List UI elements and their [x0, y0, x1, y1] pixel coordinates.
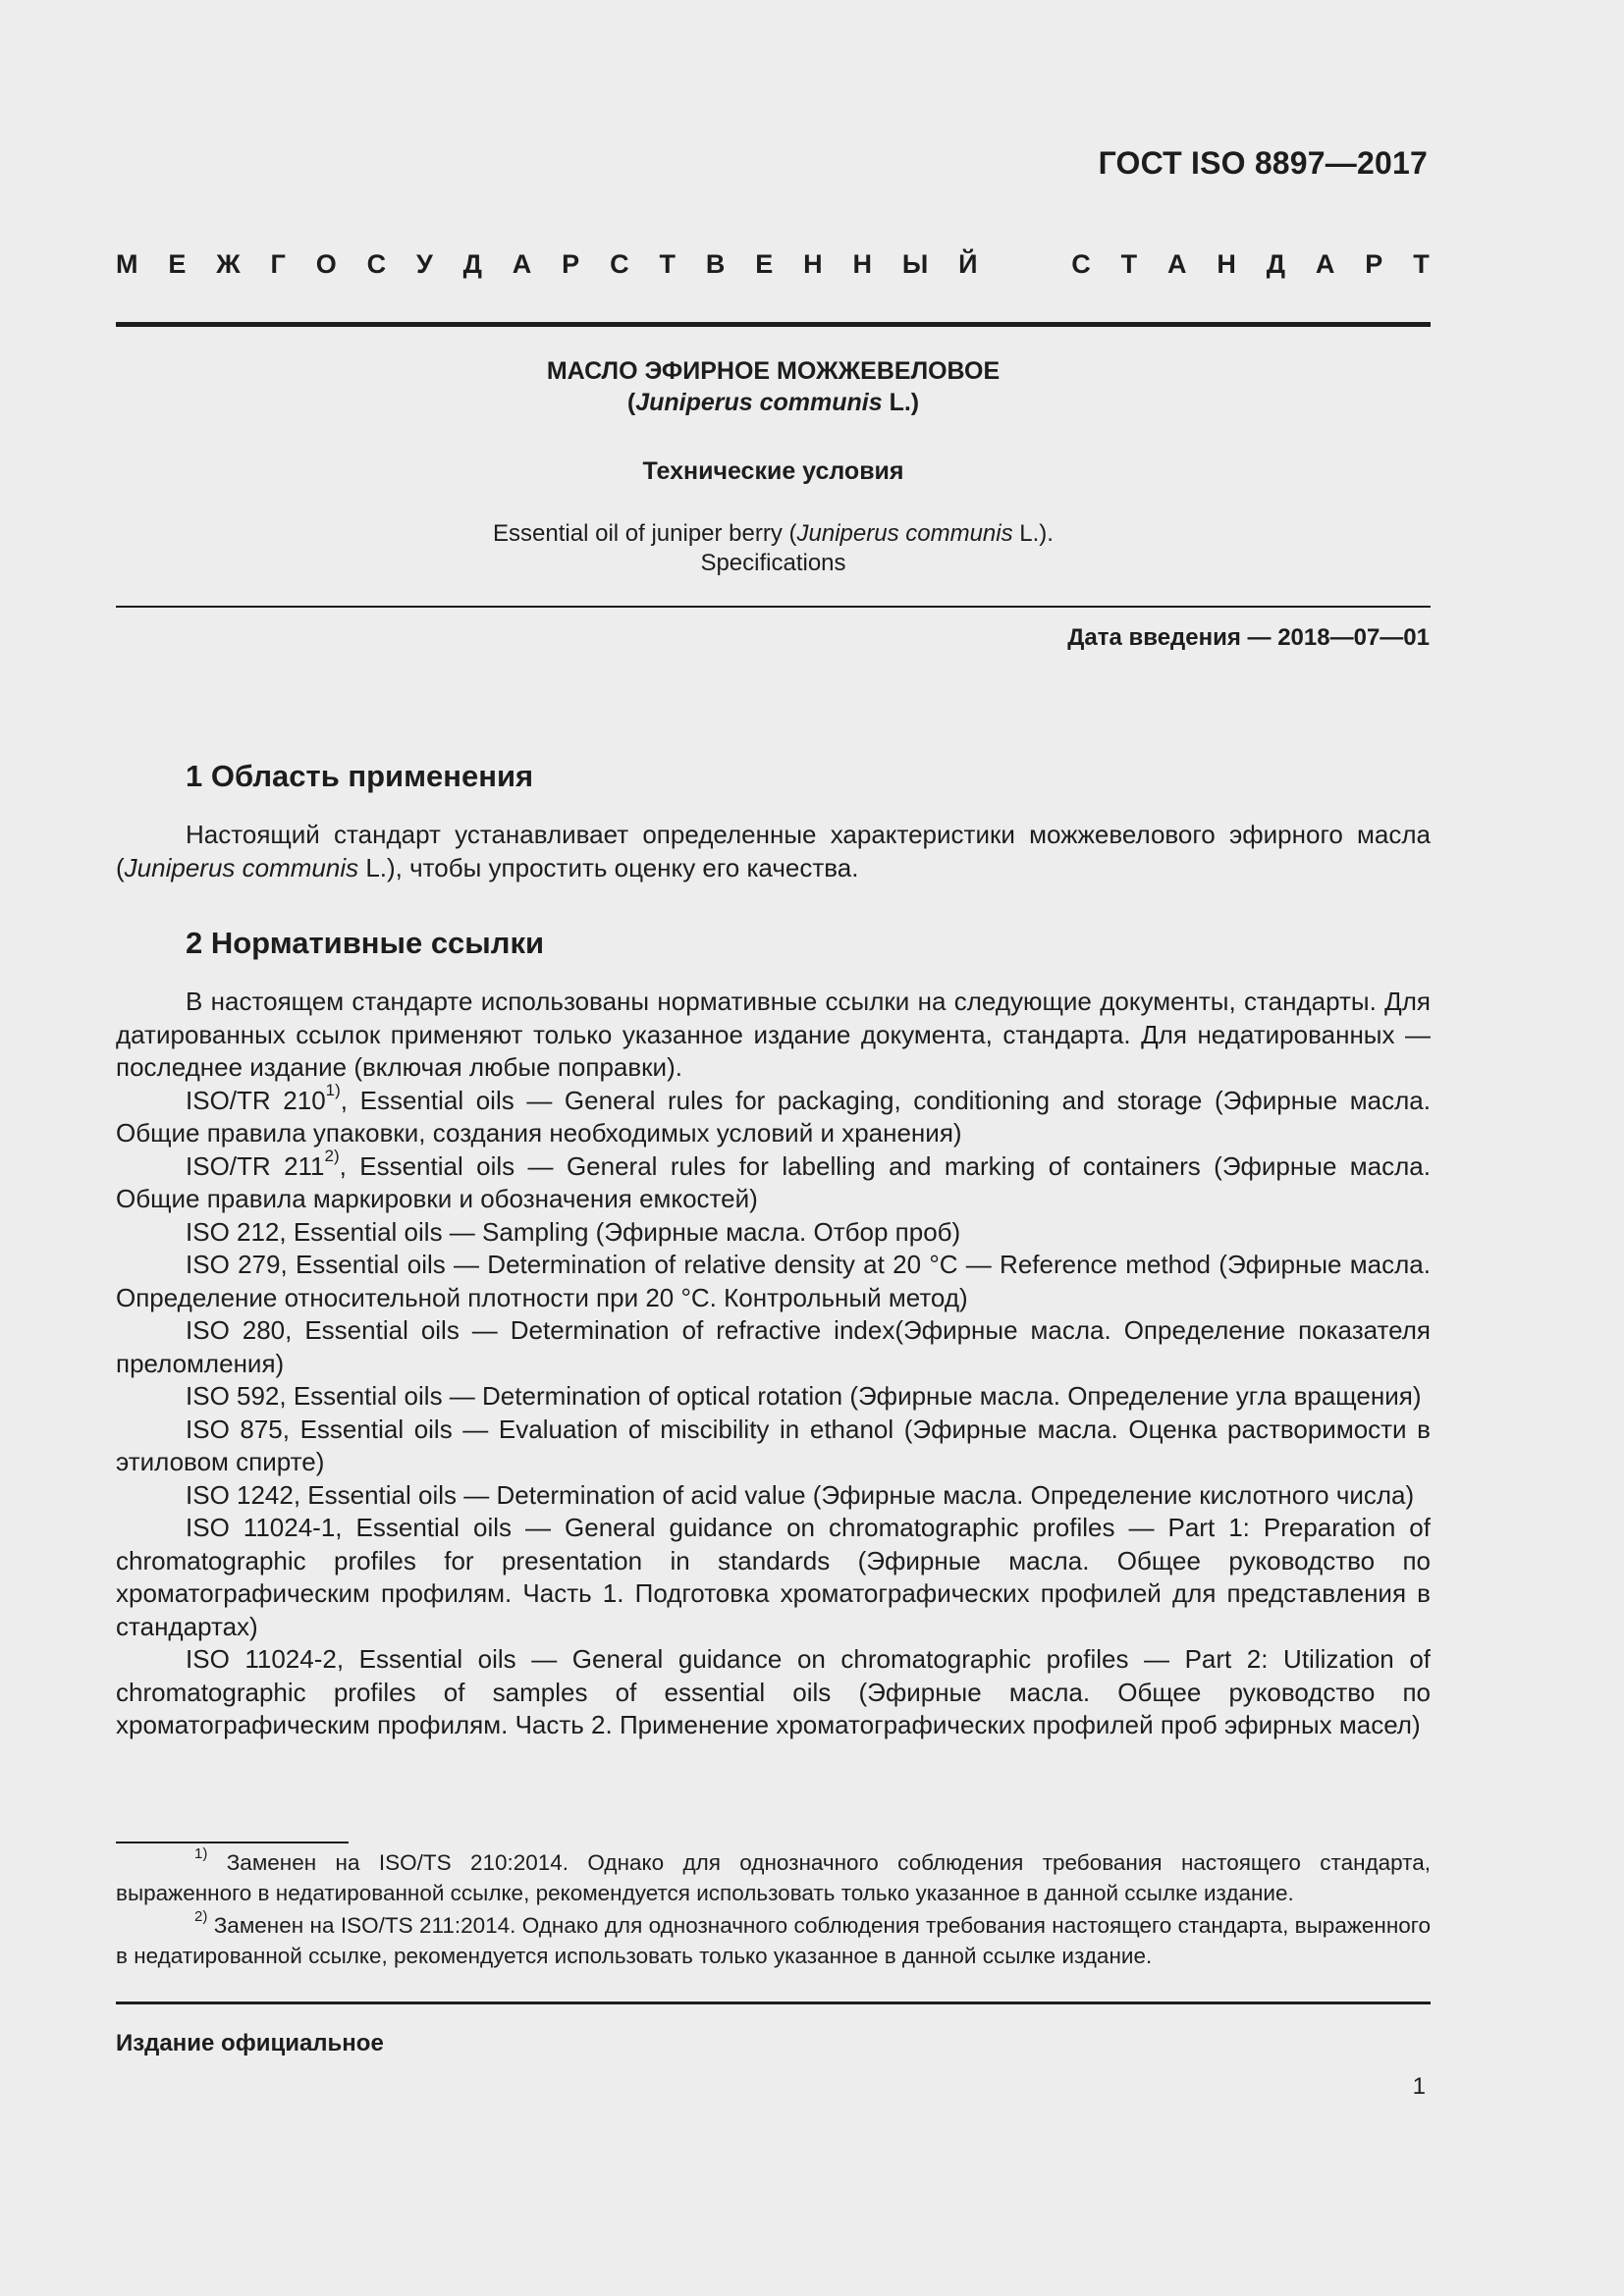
- section-1-heading: 1 Область применения: [186, 759, 534, 793]
- interstate-letter: Й: [958, 249, 978, 279]
- interstate-letter: Ж: [216, 249, 241, 279]
- title-english: Essential oil of juniper berry (Juniperus communis L.).: [493, 520, 1054, 547]
- interstate-letter: А: [1167, 249, 1187, 279]
- interstate-letter: Н: [803, 249, 823, 279]
- footnote-ref-1[interactable]: 1): [325, 1080, 341, 1099]
- interstate-letter: С: [366, 249, 387, 279]
- section-2-heading: 2 Нормативные ссылки: [186, 926, 545, 960]
- interstate-standard-heading: [116, 249, 1430, 280]
- reference-item: ISO 11024-2, Essential oils — General guidance on chromatographic profiles — Part 2: Utilization of chromatographic profiles of samples of essential oils (Эфирные масла. Общее руководство по хроматографическим профилям. Часть 2. Применение хроматографических профилей проб эфирных масел): [116, 1644, 1431, 1739]
- interstate-letter: М: [116, 249, 138, 279]
- official-edition-label: Издание официальное: [116, 2030, 384, 2056]
- reference-item: ISO 11024-1, Essential oils — General guidance on chromatographic profiles — Part 1: Preparation of chromatographic profiles for presentation in standards (Эфирные масла. Общее руководство по хроматографическим профилям. Часть 1. Подготовка хроматографических профилей для представления в стандартах): [116, 1513, 1431, 1641]
- interstate-letter: Д: [462, 249, 482, 279]
- title-subtitle: Технические условия: [642, 457, 904, 485]
- reference-item: ISO 279, Essential oils — Determination of relative density at 20 °C — Reference method (Эфирные масла. Определение относительной плотности при 20 °C. Контрольный метод): [116, 1250, 1431, 1312]
- reference-item: ISO/TR 211$^{2)}$, Essential oils — General rules for labelling and marking of containers (Эфирные масла. Общие правила маркировки и обозначения емкостей): [116, 1146, 1431, 1213]
- title-divider: [116, 606, 1431, 608]
- reference-item: ISO/TR 210$^{1)}$, Essential oils — General rules for packaging, conditioning and storage (Эфирные масла. Общие правила упаковки, создания необходимых условий и хранения): [116, 1080, 1431, 1148]
- interstate-letter: Е: [168, 249, 187, 279]
- page-number: 1: [1412, 2073, 1426, 2100]
- footer-divider: [116, 2002, 1431, 2004]
- interstate-letter: Ы: [901, 249, 929, 279]
- interstate-letter: О: [315, 249, 337, 279]
- reference-item: ISO 1242, Essential oils — Determination of acid value (Эфирные масла. Определение кислотного числа): [186, 1479, 1415, 1510]
- introduction-date: Дата введения — 2018—07—01: [1067, 624, 1430, 651]
- footnotes: [116, 1844, 1431, 1973]
- interstate-letter: Д: [1266, 249, 1286, 279]
- interstate-letter: Т: [1120, 249, 1138, 279]
- title-russian: МАСЛО ЭФИРНОЕ МОЖЖЕВЕЛОВОЕ: [546, 357, 1001, 385]
- section-2-body: [116, 986, 1431, 1742]
- interstate-letter: Н: [1217, 249, 1236, 279]
- footnote-separator: [116, 1842, 349, 1843]
- reference-item: ISO 875, Essential oils — Evaluation of miscibility in ethanol (Эфирные масла. Оценка растворимости в этиловом спирте): [116, 1414, 1431, 1476]
- document-number: ГОСТ ISO 8897—2017: [1098, 145, 1428, 181]
- interstate-letter: Т: [659, 249, 676, 279]
- word-gap: [1007, 249, 1041, 280]
- reference-item: ISO 592, Essential oils — Determination of optical rotation (Эфирные масла. Определение угла вращения): [186, 1381, 1422, 1411]
- interstate-letter: Н: [852, 249, 872, 279]
- interstate-letter: Р: [1365, 249, 1383, 279]
- interstate-letter: С: [610, 249, 629, 279]
- interstate-letter: У: [416, 249, 433, 279]
- reference-item: ISO 280, Essential oils — Determination of refractive index(Эфирные масла. Определение показателя преломления): [116, 1315, 1431, 1378]
- interstate-letter: В: [705, 249, 726, 279]
- title-latin-name: (Juniperus communis L.): [626, 389, 920, 416]
- header-divider: [116, 322, 1431, 327]
- interstate-letter: С: [1071, 249, 1091, 279]
- footnote-ref-2[interactable]: 2): [324, 1146, 340, 1165]
- interstate-letter: Е: [755, 249, 774, 279]
- title-english-specifications: Specifications: [700, 550, 846, 576]
- section-1-body: Настоящий стандарт устанавливает определенные характеристики можжевелового эфирного масла (Juniperus communis L.), чтобы упростить оценку его качества.: [116, 820, 1431, 882]
- reference-item: ISO 212, Essential oils — Sampling (Эфирные масла. Отбор проб): [186, 1216, 961, 1247]
- references-intro: В настоящем стандарте использованы нормативные ссылки на следующие документы, стандарты. Для датированных ссылок применяют только указанное издание документа, стандарта. Для недатированных — последнее издание (включая любые поправки).: [116, 987, 1431, 1082]
- footnote-2: $^{2)}$ Заменен на ISO/TS 211:2014. Однако для однозначного соблюдения требования настоящего стандарта, выраженного в недатированной ссылке, рекомендуется использовать только указанное в данной ссылке издание.: [116, 1907, 1431, 1968]
- interstate-letter: Т: [1413, 249, 1430, 279]
- footnote-1: $^{1)}$ Заменен на ISO/TS 210:2014. Однако для однозначного соблюдения требования настоящего стандарта, выраженного в недатированной ссылке, рекомендуется использовать только указанное в данной ссылке издание.: [116, 1844, 1431, 1905]
- interstate-letter: Г: [270, 249, 286, 279]
- interstate-letter: Р: [562, 249, 580, 279]
- interstate-letter: А: [1315, 249, 1335, 279]
- interstate-letter: А: [512, 249, 532, 279]
